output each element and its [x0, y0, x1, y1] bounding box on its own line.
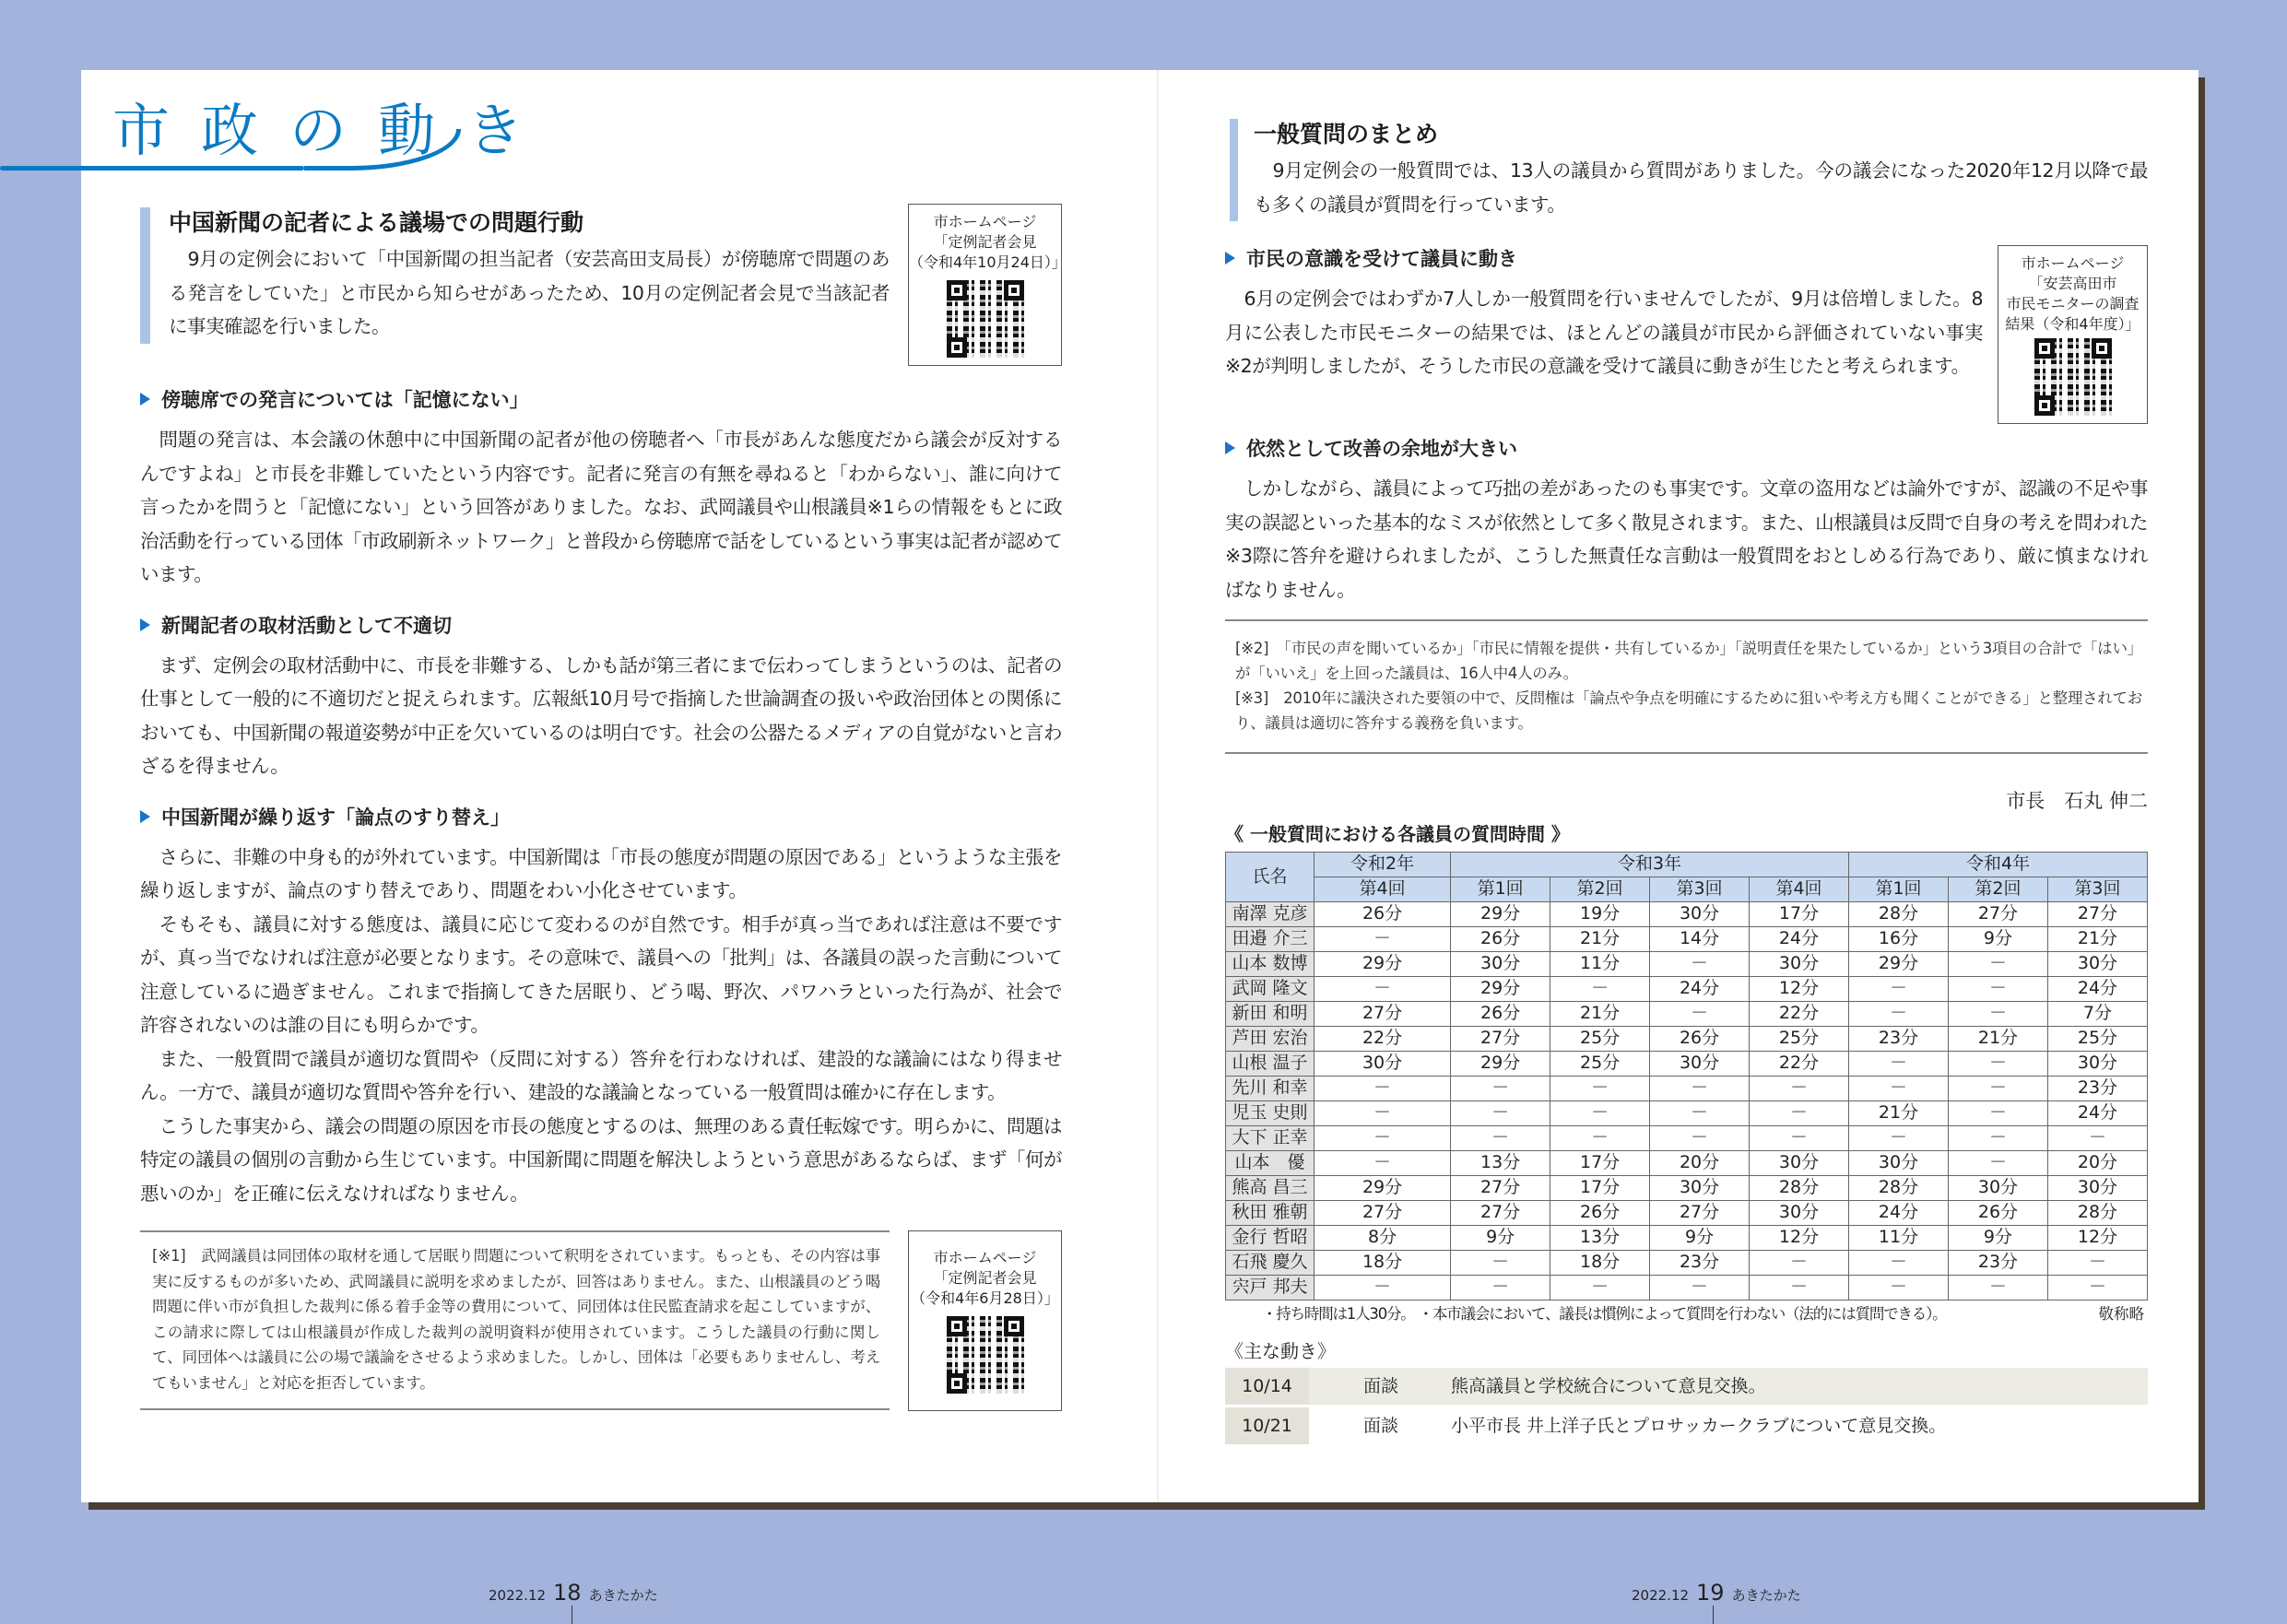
- member-name: 石飛 慶久: [1226, 1250, 1314, 1275]
- question-time-cell: －: [1314, 1150, 1451, 1175]
- section-heading: 依然として改善の余地が大きい: [1225, 435, 2148, 463]
- question-time-cell: －: [1314, 1275, 1451, 1300]
- question-time-table: [1225, 852, 2148, 1300]
- question-time-cell: 26分: [1451, 926, 1550, 951]
- question-time-cell: 16分: [1849, 926, 1949, 951]
- signature: 市長 石丸 伸二: [2006, 789, 2148, 812]
- question-time-cell: 25分: [1550, 1051, 1650, 1076]
- question-time-cell: －: [1948, 951, 2047, 976]
- question-time-cell: 12分: [1750, 1225, 1849, 1250]
- move-date: 10/14: [1225, 1368, 1309, 1405]
- question-time-cell: －: [1314, 926, 1451, 951]
- question-time-cell: 30分: [1750, 1200, 1849, 1225]
- table-row: [1226, 1175, 2148, 1200]
- page-fold: [1157, 70, 1159, 1502]
- member-name: 山根 温子: [1226, 1051, 1314, 1076]
- question-time-cell: －: [1849, 976, 1949, 1001]
- member-name: 山本 数博: [1226, 951, 1314, 976]
- qr-code-icon: [947, 1316, 1024, 1394]
- question-time-cell: 30分: [1948, 1175, 2047, 1200]
- footnote-area: [140, 1230, 890, 1410]
- question-time-cell: 23分: [1948, 1250, 2047, 1275]
- section-heading: 市民の意識を受けて議員に動き: [1225, 245, 2148, 273]
- question-time-cell: 20分: [1650, 1150, 1750, 1175]
- session-header: 第1回: [1849, 877, 1949, 901]
- question-time-cell: －: [1650, 1275, 1750, 1300]
- qr-box-press-1024[interactable]: [908, 204, 1067, 366]
- question-time-cell: －: [1750, 1100, 1849, 1125]
- table-notes: [1225, 1302, 2148, 1326]
- question-time-cell: 27分: [2047, 901, 2147, 926]
- section-r1: [1225, 245, 2148, 424]
- qr-caption: 「安芸高田市: [2028, 275, 2117, 292]
- session-header: 第4回: [1750, 877, 1849, 901]
- table-row: [1226, 1125, 2148, 1150]
- section-para: しかしながら、議員によって巧拙の差があったのも事実です。文章の盗用などは論外ですが、認識の不足や事実の誤認といった基本的なミスが依然として多く散見されます。また、山根議員は反問で自身の考えを問われた※3際に答弁を避けられましたが、こうした無責任な言動は一般質問をおとしめる行為であり、厳に慎まなければなりません。: [1225, 477, 2148, 601]
- question-time-cell: 9分: [1451, 1225, 1550, 1250]
- question-time-cell: －: [1451, 1250, 1550, 1275]
- question-time-cell: －: [1314, 1125, 1451, 1150]
- question-time-cell: 29分: [1314, 1175, 1451, 1200]
- question-time-cell: 7分: [2047, 1001, 2147, 1026]
- qr-caption: 「定例記者会見: [933, 233, 1037, 251]
- question-time-cell: －: [1750, 1125, 1849, 1150]
- member-name: 熊高 昌三: [1226, 1175, 1314, 1200]
- question-time-cell: 8分: [1314, 1225, 1451, 1250]
- question-time-cell: －: [1948, 1051, 2047, 1076]
- question-time-cell: 21分: [1948, 1026, 2047, 1051]
- question-time-cell: 29分: [1849, 951, 1949, 976]
- table-row: [1226, 1051, 2148, 1076]
- table-row: [1226, 1275, 2148, 1300]
- question-time-cell: －: [1650, 951, 1750, 976]
- headline-block: [1230, 119, 2148, 221]
- qr-caption: 「定例記者会見: [933, 1269, 1037, 1287]
- question-time-cell: 26分: [1314, 901, 1451, 926]
- question-time-cell: －: [1314, 1100, 1451, 1125]
- section-para: さらに、非難の中身も的が外れています。中国新聞は「市長の態度が問題の原因である」というような主張を繰り返しますが、論点のすり替えであり、問題をわい小化させています。: [140, 845, 1062, 901]
- question-time-cell: －: [1650, 1076, 1750, 1100]
- question-time-cell: 12分: [1750, 976, 1849, 1001]
- question-time-cell: 20分: [2047, 1150, 2147, 1175]
- footnote-block: [140, 1230, 1062, 1411]
- question-time-cell: 17分: [1550, 1150, 1650, 1175]
- question-time-cell: －: [1550, 1125, 1650, 1150]
- question-time-cell: －: [2047, 1275, 2147, 1300]
- footnote-rule-bottom: [1225, 752, 2148, 754]
- table-row: [1226, 926, 2148, 951]
- question-time-cell: 22分: [1750, 1051, 1849, 1076]
- qr-caption: （令和4年10月24日）」: [909, 253, 1067, 271]
- question-time-cell: 9分: [1948, 926, 2047, 951]
- year-header: 令和4年: [1849, 852, 2148, 877]
- section-para: まず、定例会の取材活動中に、市長を非難する、しかも話が第三者にまで伝わってしまうというのは、記者の仕事として一般的に不適切だと捉えられます。広報紙10月号で指摘した世論調査の扱いや政治団体との関係においても、中国新聞の報道姿勢が中正を欠いているのは明白です。社会の公器たるメディアの自覚がないと言わざるを得ません。: [140, 653, 1062, 777]
- question-time-cell: 29分: [1314, 951, 1451, 976]
- question-time-cell: 28分: [1849, 1175, 1949, 1200]
- member-name: 武岡 隆文: [1226, 976, 1314, 1001]
- question-time-cell: 27分: [1314, 1200, 1451, 1225]
- honorific-note: 敬称略: [2098, 1304, 2144, 1323]
- col-header-name: 氏名: [1226, 852, 1314, 901]
- question-time-cell: 17分: [1550, 1175, 1650, 1200]
- question-time-cell: －: [1948, 1150, 2047, 1175]
- question-time-cell: －: [2047, 1250, 2147, 1275]
- move-date: 10/21: [1225, 1407, 1309, 1444]
- move-type: 面談: [1363, 1415, 1399, 1436]
- qr-caption: （令和4年6月28日）」: [911, 1289, 1059, 1307]
- triangle-bullet-icon: [1225, 252, 1235, 265]
- footnotes-area: [1225, 621, 2148, 752]
- question-time-cell: 13分: [1550, 1225, 1650, 1250]
- qr-caption: 市ホームページ: [933, 1249, 1037, 1266]
- question-time-cell: －: [1849, 1076, 1949, 1100]
- section-para: また、一般質問で議員が適切な質問や（反問に対する）答弁を行わなければ、建設的な議論にはなり得ません。一方で、議員が適切な質問や答弁を行い、建設的な議論となっている一般質問は確かに存在します。: [140, 1047, 1062, 1103]
- question-time-cell: 18分: [1550, 1250, 1650, 1275]
- table-title: 《 一般質問における各議員の質問時間 》: [1225, 822, 1570, 845]
- question-time-cell: －: [1849, 1125, 1949, 1150]
- question-time-cell: 24分: [2047, 1100, 2147, 1125]
- question-time-cell: －: [1849, 1001, 1949, 1026]
- question-time-cell: 11分: [1550, 951, 1650, 976]
- member-name: 芦田 宏治: [1226, 1026, 1314, 1051]
- question-time-cell: 9分: [1948, 1225, 2047, 1250]
- footer-left: [489, 1580, 658, 1606]
- move-type: 面談: [1363, 1375, 1399, 1396]
- question-time-cell: 28分: [1849, 901, 1949, 926]
- footer-right: [1632, 1580, 1801, 1606]
- qr-caption: 結果（令和4年度）」: [2005, 315, 2140, 333]
- session-header: 第4回: [1314, 877, 1451, 901]
- section-2: [140, 612, 1062, 783]
- question-time-cell: －: [1550, 1275, 1650, 1300]
- footnote-2: [※2] 「市民の声を聞いているか」「市民に情報を提供・共有しているか」「説明責任を果たしているか」という3項目の合計で「はい」が「いいえ」を上回った議員は、16人中4人のみ。: [1235, 640, 2142, 682]
- member-name: 先川 和幸: [1226, 1076, 1314, 1100]
- question-time-cell: 25分: [2047, 1026, 2147, 1051]
- question-time-cell: 25分: [1550, 1026, 1650, 1051]
- footnote-1: [※1] 武岡議員は同団体の取材を通して居眠り問題について釈明をされています。もっとも、その内容は事実に反するものが多いため、武岡議員に説明を求めましたが、回答はありません。また、山根議員のどう喝問題に伴い市が負担した裁判に係る着手金等の費用について、同団体は住民監査請求を起こしていますが、この請求に際しては山根議員が作成した裁判の説明資料が使用されています。こうした議員の行動に関して、同団体へは議員に公の場で議論をさせるよう求めました。しかし、団体は「必要もありませんし、考えてもいません」と対応を拒否しています。: [152, 1247, 880, 1392]
- qr-caption: 市民モニターの調査: [2006, 295, 2140, 312]
- year-header: 令和3年: [1451, 852, 1849, 877]
- table-row: [1226, 1250, 2148, 1275]
- headline-block: [140, 204, 1067, 366]
- headline-body: 9月定例会の一般質問では、13人の議員から質問がありました。今の議会になった2020年12月以降で最も多くの議員が質問を行っています。: [1254, 159, 2148, 216]
- qr-caption: 市ホームページ: [933, 213, 1037, 230]
- question-time-cell: 27分: [1451, 1026, 1550, 1051]
- question-time-cell: 22分: [1750, 1001, 1849, 1026]
- page-number: 19: [1696, 1580, 1725, 1606]
- question-time-cell: －: [1948, 1125, 2047, 1150]
- right-column: [1225, 113, 2148, 1444]
- question-time-cell: －: [1550, 976, 1650, 1001]
- question-time-cell: 11分: [1849, 1225, 1949, 1250]
- question-time-cell: 17分: [1750, 901, 1849, 926]
- question-time-cell: －: [1948, 1001, 2047, 1026]
- question-time-cell: －: [1451, 1125, 1550, 1150]
- triangle-bullet-icon: [1225, 441, 1235, 454]
- moves-row: [1225, 1407, 2148, 1444]
- question-time-cell: －: [1750, 1275, 1849, 1300]
- section-heading: 中国新聞が繰り返す「論点のすり替え」: [140, 804, 1062, 831]
- question-time-cell: 30分: [1451, 951, 1550, 976]
- question-time-cell: －: [1849, 1051, 1949, 1076]
- question-time-cell: 23分: [2047, 1076, 2147, 1100]
- member-name: 田邉 介三: [1226, 926, 1314, 951]
- year-header: 令和2年: [1314, 852, 1451, 877]
- question-time-cell: －: [1948, 976, 2047, 1001]
- question-time-cell: 30分: [1849, 1150, 1949, 1175]
- section-para: 問題の発言は、本会議の休憩中に中国新聞の記者が他の傍聴者へ「市長があんな態度だから議会が反対するんですよね」と市長を非難していたという内容です。記者に発言の有無を尋ねると「わからない」、誰に向けて言ったかを問うと「記憶にない」という回答がありました。なお、武岡議員や山根議員※1らの情報をもとに政治活動を行っている団体「市政刷新ネットワーク」と普段から傍聴席で話をしているという事実は記者が認めています。: [140, 429, 1062, 585]
- footer-magazine: あきたかた: [1731, 1587, 1801, 1604]
- question-time-cell: 24分: [1650, 976, 1750, 1001]
- question-time-cell: －: [1948, 1275, 2047, 1300]
- left-column: [140, 204, 1067, 1411]
- question-time-cell: 21分: [2047, 926, 2147, 951]
- question-time-cell: 23分: [1849, 1026, 1949, 1051]
- question-time-cell: 9分: [1650, 1225, 1750, 1250]
- qr-caption: 市ホームページ: [2021, 254, 2125, 272]
- table-row: [1226, 1001, 2148, 1026]
- title-underline: [0, 166, 304, 171]
- move-text: 小平市長 井上洋子氏とプロサッカークラブについて意見交換。: [1451, 1415, 1947, 1436]
- session-header: 第3回: [1650, 877, 1750, 901]
- question-time-cell: 30分: [1650, 901, 1750, 926]
- question-time-cell: －: [1849, 1275, 1949, 1300]
- question-time-cell: 30分: [1650, 1175, 1750, 1200]
- question-time-cell: －: [1650, 1100, 1750, 1125]
- section-r2: [1225, 435, 2148, 606]
- qr-box-press-0628[interactable]: [908, 1230, 1062, 1411]
- footer-date: 2022.12: [489, 1587, 547, 1604]
- qr-code-icon: [947, 280, 1024, 358]
- table-row: [1226, 1100, 2148, 1125]
- session-header: 第3回: [2047, 877, 2147, 901]
- move-text: 熊高議員と学校統合について意見交換。: [1451, 1375, 1766, 1396]
- question-time-cell: －: [1314, 976, 1451, 1001]
- headline-title: 一般質問のまとめ: [1254, 121, 1439, 147]
- question-time-cell: －: [1451, 1076, 1550, 1100]
- table-row: [1226, 976, 2148, 1001]
- question-time-cell: －: [1650, 1125, 1750, 1150]
- question-time-cell: －: [1550, 1100, 1650, 1125]
- triangle-bullet-icon: [140, 393, 150, 406]
- question-time-cell: －: [1314, 1076, 1451, 1100]
- section-para: そもそも、議員に対する態度は、議員に応じて変わるのが自然です。相手が真っ当であれば注意は不要ですが、真っ当でなければ注意が必要となります。その意味で、議員への「批判」は、各議員の誤った言動について注意しているに過ぎません。これまで指摘してきた居眠り、どう喝、野次、パワハラといった行為が、社会で許容されないのは誰の目にも明らかです。: [140, 912, 1062, 1036]
- question-time-cell: 27分: [1451, 1200, 1550, 1225]
- triangle-bullet-icon: [140, 618, 150, 631]
- footer-date: 2022.12: [1632, 1587, 1690, 1604]
- question-time-cell: 27分: [1948, 901, 2047, 926]
- question-time-cell: 12分: [2047, 1225, 2147, 1250]
- question-time-cell: 23分: [1650, 1250, 1750, 1275]
- section-heading: 新聞記者の取材活動として不適切: [140, 612, 1062, 640]
- question-time-cell: －: [2047, 1125, 2147, 1150]
- question-time-cell: －: [1451, 1100, 1550, 1125]
- question-time-cell: 21分: [1849, 1100, 1949, 1125]
- page-title: 市政の動き: [112, 97, 556, 164]
- member-name: 金行 哲昭: [1226, 1225, 1314, 1250]
- member-name: 宍戸 邦夫: [1226, 1275, 1314, 1300]
- question-time-cell: 29分: [1451, 1051, 1550, 1076]
- question-time-cell: －: [1550, 1076, 1650, 1100]
- question-time-cell: 14分: [1650, 926, 1750, 951]
- question-time-cell: －: [1750, 1250, 1849, 1275]
- question-time-cell: 18分: [1314, 1250, 1451, 1275]
- qr-box-monitor[interactable]: [1998, 245, 2148, 424]
- question-time-cell: 19分: [1550, 901, 1650, 926]
- question-time-cell: 28分: [2047, 1200, 2147, 1225]
- table-row: [1226, 951, 2148, 976]
- member-name: 児玉 史則: [1226, 1100, 1314, 1125]
- question-time-cell: 27分: [1650, 1200, 1750, 1225]
- headline-title: 中国新聞の記者による議場での問題行動: [169, 209, 584, 236]
- question-time-cell: －: [1451, 1275, 1550, 1300]
- question-time-cell: 30分: [1750, 951, 1849, 976]
- qr-code-icon: [2034, 338, 2112, 416]
- question-time-cell: 30分: [2047, 1175, 2147, 1200]
- question-time-cell: 30分: [1750, 1150, 1849, 1175]
- question-time-cell: －: [1948, 1076, 2047, 1100]
- question-time-cell: －: [1750, 1076, 1849, 1100]
- question-time-cell: 24分: [2047, 976, 2147, 1001]
- question-time-cell: 29分: [1451, 976, 1550, 1001]
- question-time-cell: 24分: [1849, 1200, 1949, 1225]
- question-time-cell: －: [1650, 1001, 1750, 1026]
- footnote-3: [※3] 2010年に議決された要領の中で、反問権は「論点や争点を明確にするために狙いや考え方も聞くことができる」と整理されており、議員は適切に答弁する義務を負います。: [1235, 689, 2142, 732]
- table-row: [1226, 1150, 2148, 1175]
- section-para: こうした事実から、議会の問題の原因を市長の態度とするのは、無理のある責任転嫁です。明らかに、問題は特定の議員の個別の言動から生じています。中国新聞に問題を解決しようという意思があるならば、まず「何が悪いのか」を正確に伝えなければなりません。: [140, 1114, 1062, 1205]
- page-number: 18: [553, 1580, 582, 1606]
- question-time-cell: 21分: [1550, 1001, 1650, 1026]
- session-header: 第2回: [1550, 877, 1650, 901]
- question-time-cell: 30分: [1650, 1051, 1750, 1076]
- table-row: [1226, 1200, 2148, 1225]
- question-time-cell: －: [1948, 1100, 2047, 1125]
- footer-tick: [1713, 1606, 1714, 1624]
- table-row: [1226, 1225, 2148, 1250]
- triangle-bullet-icon: [140, 810, 150, 823]
- member-name: 南澤 克彦: [1226, 901, 1314, 926]
- question-time-cell: 26分: [1948, 1200, 2047, 1225]
- question-time-cell: 22分: [1314, 1026, 1451, 1051]
- question-time-cell: 26分: [1550, 1200, 1650, 1225]
- question-time-cell: 21分: [1550, 926, 1650, 951]
- table-row: [1226, 1076, 2148, 1100]
- footer-magazine: あきたかた: [588, 1587, 658, 1604]
- question-time-cell: 24分: [1750, 926, 1849, 951]
- section-para: 6月の定例会ではわずか7人しか一般質問を行いませんでしたが、9月は倍増しました。8月に公表した市民モニターの結果では、ほとんどの議員が市民から評価されていない事実※2が判明しましたが、そうした市民の意識を受けて議員に動きが生じたと考えられます。: [1225, 288, 1983, 377]
- question-time-cell: 26分: [1451, 1001, 1550, 1026]
- question-time-cell: 28分: [1750, 1175, 1849, 1200]
- question-time-cell: 30分: [2047, 1051, 2147, 1076]
- question-time-cell: 13分: [1451, 1150, 1550, 1175]
- session-header: 第1回: [1451, 877, 1550, 901]
- moves-title: 《主な動き》: [1225, 1339, 1336, 1362]
- headline-text: [140, 207, 890, 344]
- member-name: 大下 正幸: [1226, 1125, 1314, 1150]
- session-header: 第2回: [1948, 877, 2047, 901]
- question-time-cell: 27分: [1451, 1175, 1550, 1200]
- moves-row: [1225, 1368, 2148, 1405]
- question-time-cell: －: [1849, 1250, 1949, 1275]
- member-name: 秋田 雅朝: [1226, 1200, 1314, 1225]
- member-name: 山本 優: [1226, 1150, 1314, 1175]
- question-time-cell: 26分: [1650, 1026, 1750, 1051]
- question-time-cell: 30分: [1314, 1051, 1451, 1076]
- section-3: [140, 804, 1062, 1211]
- question-time-cell: 30分: [2047, 951, 2147, 976]
- question-time-cell: 29分: [1451, 901, 1550, 926]
- headline-body: 9月の定例会において「中国新聞の担当記者（安芸高田支局長）が傍聴席で問題のある発言をしていた」と市民から知らせがあったため、10月の定例記者会見で当該記者に事実確認を行いました。: [169, 248, 890, 337]
- section-heading: 傍聴席での発言については「記憶にない」: [140, 386, 1062, 414]
- table-row: [1226, 1026, 2148, 1051]
- question-time-cell: 25分: [1750, 1026, 1849, 1051]
- table-note: ・持ち時間は1人30分。 ・本市議会において、議長は慣例によって質問を行わない（法的には質問できる）。: [1262, 1304, 1947, 1323]
- member-name: 新田 和明: [1226, 1001, 1314, 1026]
- table-row: [1226, 901, 2148, 926]
- footnote-rule-bottom: [140, 1408, 890, 1410]
- section-1: [140, 386, 1062, 592]
- question-time-cell: 27分: [1314, 1001, 1451, 1026]
